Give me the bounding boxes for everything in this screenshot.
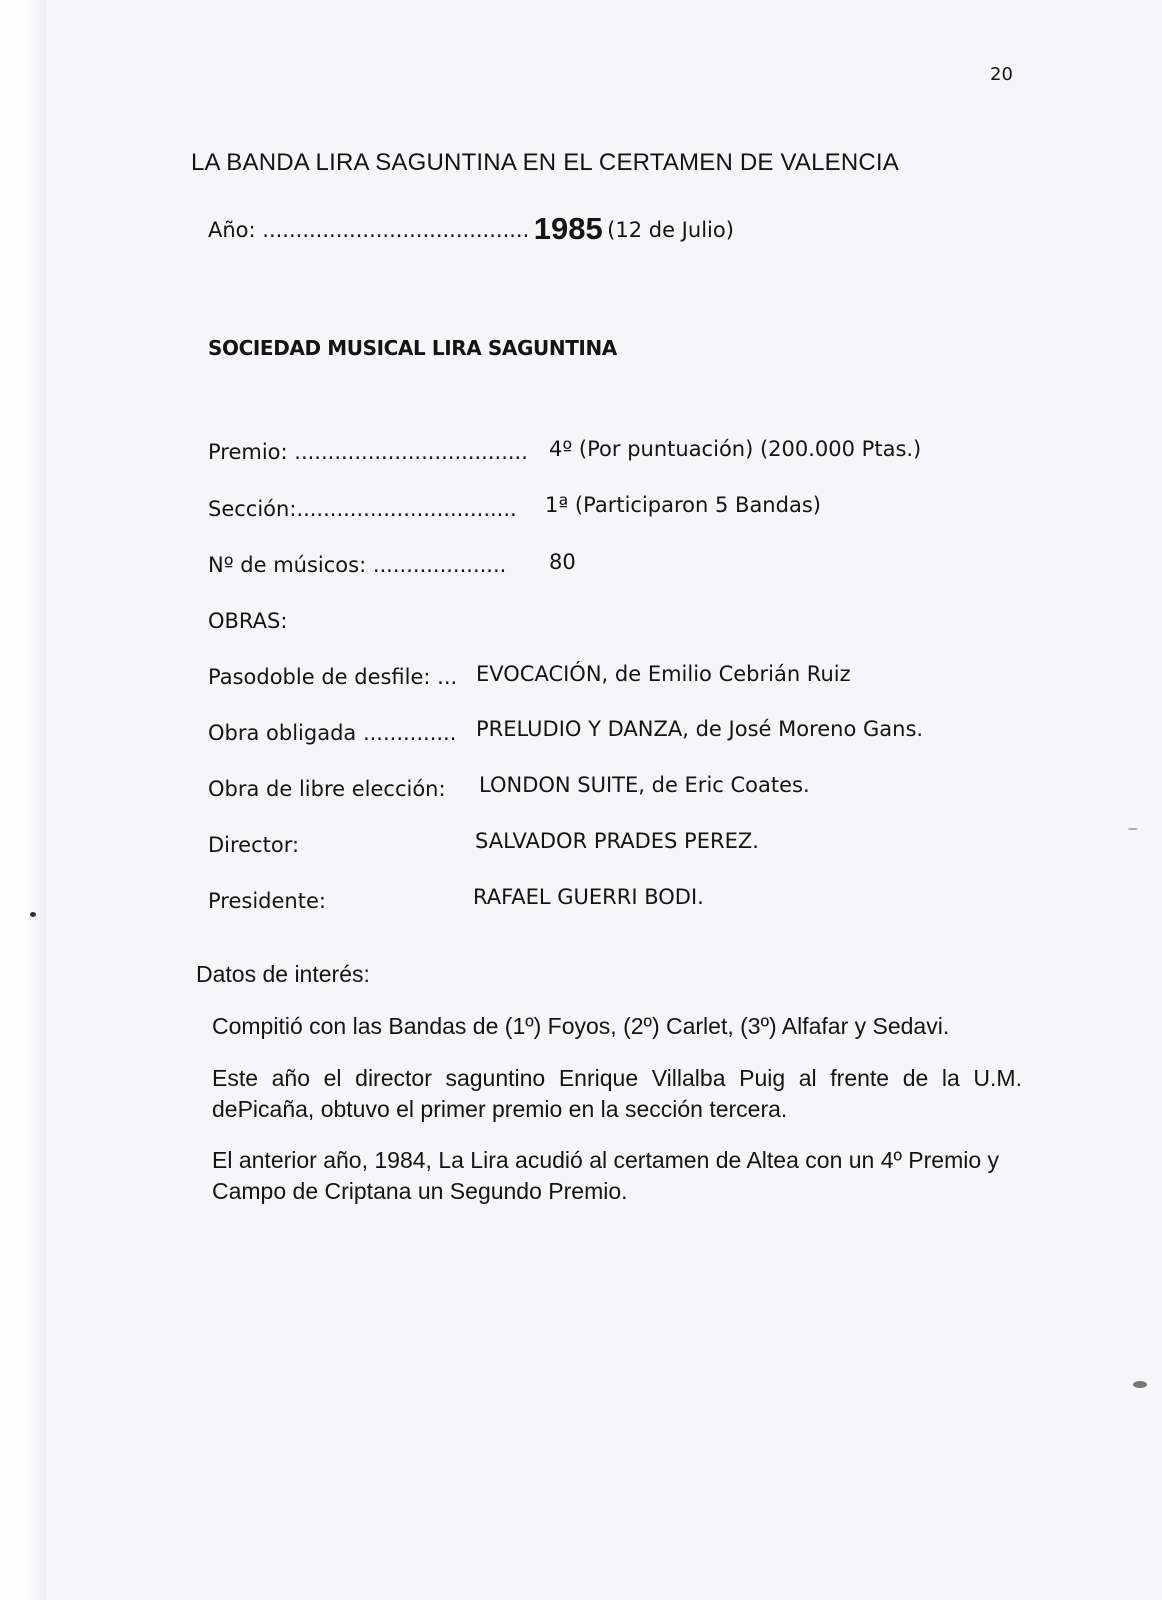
page-number: 20 [990, 64, 1013, 85]
premio-value: 4º (Por puntuación) (200.000 Ptas.) [549, 437, 922, 461]
obras-label: OBRAS: [208, 609, 288, 633]
interest-paragraph-3: El anterior año, 1984, La Lira acudió al certamen de Altea con un 4º Premio y Campo de Criptana un Segundo Premio. [212, 1147, 1000, 1204]
musicos-value: 80 [549, 550, 576, 574]
year-label: Año: ........................................ [208, 218, 530, 242]
pasodoble-value: EVOCACIÓN, de Emilio Cebrián Ruiz [476, 662, 851, 686]
presidente-value: RAFAEL GUERRI BODI. [473, 885, 704, 909]
pasodoble-label: Pasodoble de desfile: ... [208, 665, 458, 689]
society-name: SOCIEDAD MUSICAL LIRA SAGUNTINA [208, 336, 617, 360]
scan-speck [1128, 828, 1138, 830]
interest-title: Datos de interés: [196, 961, 370, 987]
director-label: Director: [208, 833, 300, 857]
obligada-value: PRELUDIO Y DANZA, de José Moreno Gans. [476, 717, 924, 741]
year-line [208, 209, 734, 245]
director-value: SALVADOR PRADES PEREZ. [475, 829, 759, 853]
scan-speck [30, 912, 36, 917]
libre-value: LONDON SUITE, de Eric Coates. [479, 773, 810, 797]
document-title: LA BANDA LIRA SAGUNTINA EN EL CERTAMEN DE VALENCIA [191, 149, 899, 176]
year-date: (12 de Julio) [607, 218, 734, 242]
presidente-label: Presidente: [208, 889, 326, 913]
scan-edge-shadow [0, 0, 46, 1600]
premio-label: Premio: ................................... [208, 440, 528, 464]
scan-speck [1133, 1381, 1147, 1388]
seccion-value: 1ª (Participaron 5 Bandas) [545, 493, 821, 517]
interest-paragraph-2: Este año el director saguntino Enrique Villalba Puig al frente de la U.M. dePicaña, obtuvo el primer premio en la sección tercera. [212, 1065, 1022, 1122]
interest-paragraph-1: Compitió con las Bandas de (1º) Foyos, (2º) Carlet, (3º) Alfafar y Sedavi. [212, 1013, 950, 1039]
obligada-label: Obra obligada .............. [208, 721, 457, 745]
seccion-label: Sección:................................. [208, 497, 517, 521]
libre-label: Obra de libre elección: [208, 777, 446, 801]
year-value: 1985 [533, 211, 603, 246]
musicos-label: Nº de músicos: .................... [208, 553, 507, 577]
